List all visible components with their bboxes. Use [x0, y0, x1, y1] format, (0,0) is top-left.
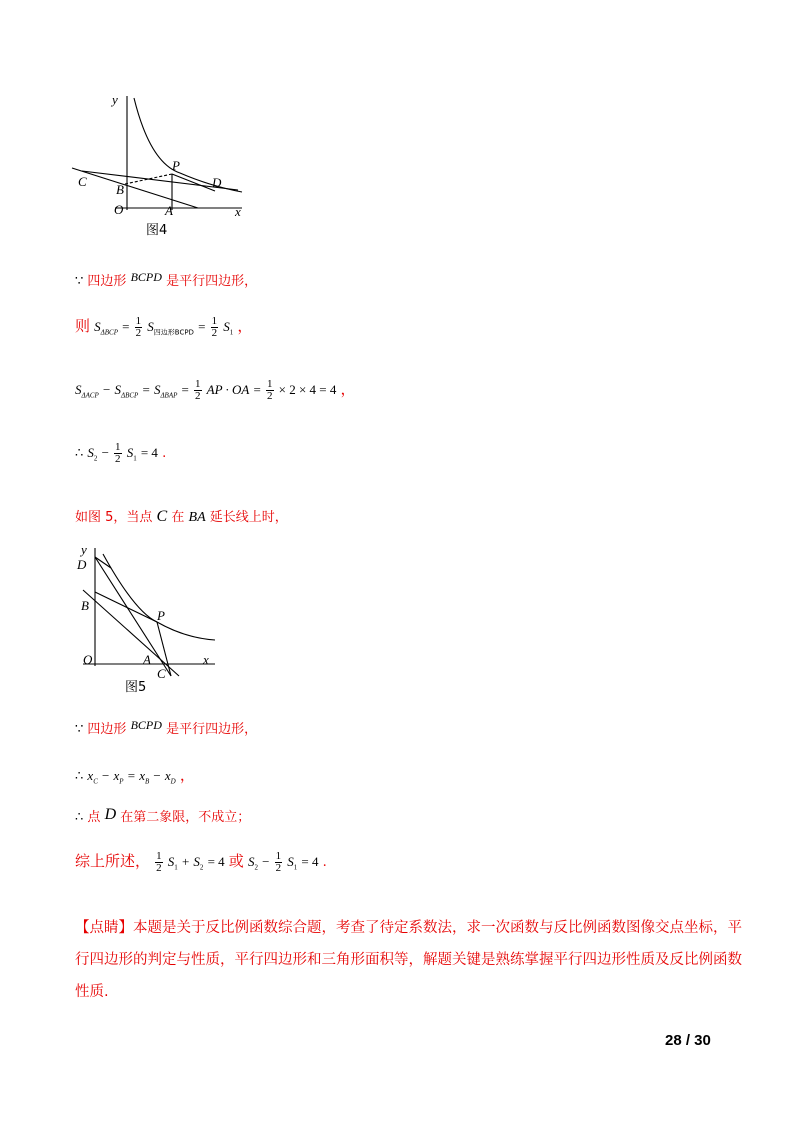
fig4-label-a: A: [165, 203, 173, 218]
because-symbol: ∵: [75, 274, 84, 289]
fig4-label-p: P: [172, 158, 180, 173]
fraction-half: $\frac{1}{2}$: [135, 315, 142, 339]
therefore-symbol: ∴: [75, 809, 84, 824]
fig5-label-o: O: [83, 652, 93, 667]
fig4-label-c: C: [78, 174, 87, 189]
line-3: $S_{\Delta ACP} - S_{\Delta BCP} = S_{\Delta BAP}$ = $\frac{1}{2}$ AP · OA = $\frac{1}{2}$ × 2 × 4 = 4 ，: [75, 378, 356, 402]
fig5-caption: 图5: [125, 680, 147, 695]
fraction-half: $\frac{1}{2}$: [115, 441, 121, 465]
figure-5: [75, 540, 235, 700]
line-7: ∴ $x_C - x_P = x_B - x_D$ ，: [75, 766, 195, 786]
fig5-label-b: B: [81, 598, 89, 613]
fig5-label-c: C: [157, 666, 166, 681]
fig4-label-y: y: [112, 92, 118, 107]
commentary-paragraph: 【点睛】本题是关于反比例函数综合题，考查了待定系数法，求一次函数与反比例函数图像交点坐标，平 行四边形的判定与性质，平行四边形和三角形面积等，解题关键是熟练掌握平行四边形性质及反比例函数 性质.: [75, 920, 742, 1000]
therefore-symbol: ∴: [75, 445, 84, 460]
fraction-half: $\frac{1}{2}$: [156, 850, 162, 874]
therefore-symbol: ∴: [75, 768, 84, 783]
fig4-caption: 图4: [146, 223, 168, 238]
fig4-label-o: O: [114, 202, 124, 217]
line-2: 则 $S_{\Delta BCP}$ = $\frac{1}{2}$ $S_{四边形BCPD}$ = $\frac{1}{2}$ $S_1$ ，: [75, 315, 253, 339]
fig5-label-d: D: [77, 557, 87, 572]
line-8: ∴ 点 D 在第二象限，不成立；: [75, 806, 251, 825]
fraction-half: $\frac{1}{2}$: [267, 378, 273, 402]
fig5-label-x: x: [203, 652, 209, 667]
fig5-label-y: y: [81, 542, 87, 557]
page-number: 28 / 30: [665, 1032, 711, 1049]
fig5-label-p: P: [157, 608, 165, 623]
line-6: ∵ 四边形 BCPD 是平行四边形，: [75, 718, 258, 737]
fig4-label-b: B: [116, 182, 124, 197]
line-1: ∵ 四边形 BCPD 是平行四边形，: [75, 270, 258, 289]
fraction-half: $\frac{1}{2}$: [195, 378, 201, 402]
fraction-half: $\frac{1}{2}$: [275, 850, 282, 874]
line-5: 如图 5，当点 C 在 BA 延长线上时，: [75, 508, 288, 525]
fig4-label-d: D: [212, 175, 222, 190]
fig5-label-a: A: [143, 652, 151, 667]
because-symbol: ∵: [75, 722, 84, 737]
fraction-half: $\frac{1}{2}$: [211, 315, 218, 339]
figure-4: [70, 88, 260, 238]
line-4: ∴ $S_2$ − $\frac{1}{2}$ $S_1 = 4$ .: [75, 441, 167, 465]
line-9: 综上所述， $\frac{1}{2}$ $S_1 + S_2 = 4$ 或 $S_2$ − $\frac{1}{2}$ $S_1 = 4$ .: [75, 850, 327, 874]
fig4-label-x: x: [235, 204, 241, 219]
